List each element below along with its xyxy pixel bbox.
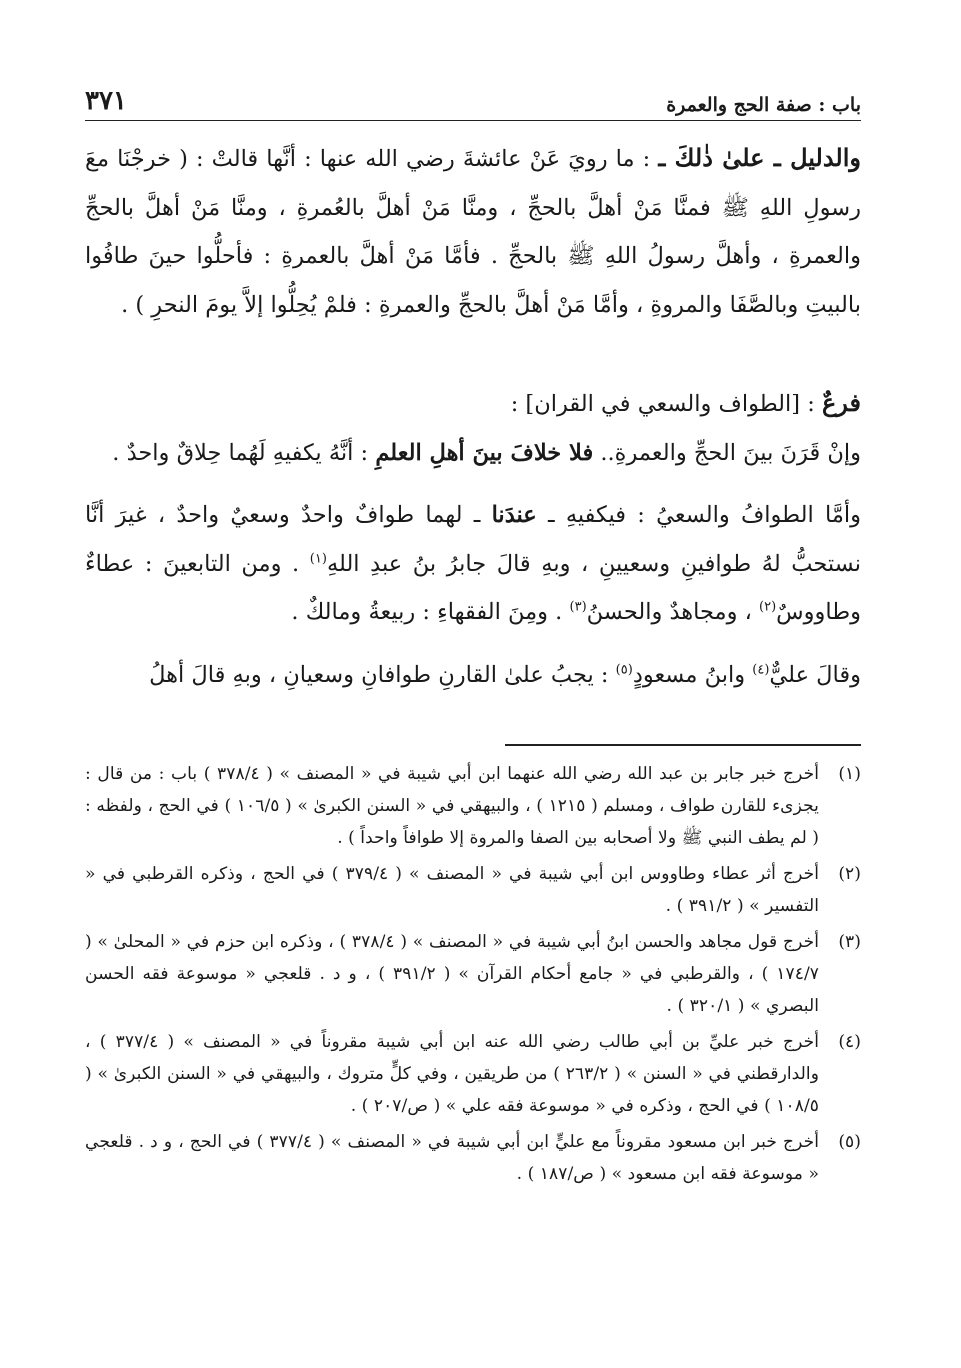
footnote-ref-2[interactable]: (٢) [759, 599, 777, 615]
page-header [85, 80, 861, 116]
footnote-number: (٥) [838, 1132, 861, 1152]
qiran-bold: فلا خلافَ بينَ أهلِ العلمِ [375, 439, 594, 466]
section-heading [85, 379, 861, 429]
header-rule [85, 120, 861, 121]
footnotes [85, 758, 861, 1194]
section-label: فرعٌ [821, 388, 861, 417]
footnote-4 [85, 1026, 861, 1122]
footnote-text: أخرج خبر عليِّ بن أبي طالب رضي الله عنه ابن أبي شيبة مقروناً في « المصنف » ( ٣٧٧/٤ ) ، والدارقطني في « السنن » ( ٢٦٣/٢ ) من طريقين ، وفي كلٍّ متروك ، والبيهقي في « السنن الكبرىٰ » ( ١٠٨/٥ ) في الحج ، وذكره في « موسوعة فقه علي » ( ص/٢٠٧ ) . [85, 1032, 819, 1116]
qiran-text-a: وإنْ قَرَنَ بينَ الحجِّ والعمرةِ.. [600, 439, 861, 466]
ali-text-b: وابنُ مسعودٍ [632, 661, 746, 688]
footnote-ref-3[interactable]: (٣) [569, 599, 587, 615]
paragraph-qiran [85, 429, 861, 478]
footnote-text: أخرج قول مجاهد والحسن ابنُ أبي شيبة في « المصنف » ( ٣٧٨/٤ ) ، وذكره ابن حزم في « المحلىٰ » ( ١٧٤/٧ ) ، والقرطبي في « جامع أحكام القرآن » ( ٣٩١/٢ ) ، و د . قلعجي « موسوعة فقه الحسن البصري » ( ٣٢٠/١ ) . [85, 932, 819, 1016]
ali-text-c: : يجبُ علىٰ القارنِ طوافانِ وسعيانِ ، وبهِ قالَ أهلُ [149, 661, 609, 688]
page-number: ٣٧١ [85, 86, 127, 116]
footnote-3 [85, 926, 861, 1022]
main-text [85, 134, 861, 699]
evidence-text: : ما رويَ عَنْ عائشةَ رضي الله عنها : أنَّها قالتْ : ( خرجْنَا معَ رسولِ اللهِ ﷺ فمنَّا مَنْ أهلَّ بالحجِّ ، ومنَّا مَنْ أهلَّ بالعُمرةِ ، ومنَّا مَنْ أهلَّ بالحجِّ والعمرةِ ، وأهلَّ رسولُ اللهِ ﷺ بالحجِّ . فأمَّا مَنْ أهلَّ بالعمرةِ : فأحلُّوا حينَ طافُوا بالبيتِ وبالصَّفَا والمروةِ ، وأمَّا مَنْ أهلَّ بالحجِّ والعمرةِ : فلمْ يُحِلُّوا إلاَّ يومَ النحرِ ) . [85, 146, 861, 318]
footnote-text: أخرج أثر عطاء وطاووس ابن أبي شيبة في « المصنف » ( ٣٧٩/٤ ) في الحج ، وذكره القرطبي في « التفسير » ( ٣٩١/٢ ) . [85, 864, 819, 916]
tawaf-text-d: ، ومجاهدٌ والحسنُ [586, 599, 752, 625]
paragraph-evidence [85, 134, 861, 329]
footnote-text: أخرج خبر جابر بن عبد الله رضي الله عنهما ابن أبي شيبة في « المصنف » ( ٣٧٨/٤ ) باب : من قال : يجزىء للقارن طواف ، ومسلم ( ١٢١٥ ) ، والبيهقي في « السنن الكبرىٰ » ( ١٠٦/٥ ) في الحج ، ولفظه : ( لم يطف النبي ﷺ ولا أصحابه بين الصفا والمروة إلا طوافاً واحداً ) . [85, 764, 820, 848]
footnote-number: (٣) [838, 932, 861, 952]
footnote-number: (٢) [838, 864, 861, 884]
footnote-number: (١) [838, 764, 861, 784]
paragraph-tawaf [85, 491, 861, 637]
tawaf-text-a: وأمَّا الطوافُ والسعيُ : فيكفيهِ ـ [547, 502, 862, 528]
evidence-lead: والدليل ـ علىٰ ذٰلكَ ـ [658, 143, 861, 172]
tawaf-text-c: . ومن التابعينَ : عطاءٌ وطاووسٌ [85, 550, 861, 625]
section-title: : [الطواف والسعي في القران] : [510, 391, 815, 417]
footnote-5 [85, 1126, 861, 1190]
footnote-ref-1[interactable]: (١) [309, 551, 327, 566]
footnote-1 [85, 758, 861, 854]
tawaf-text-b: ـ لهما طوافٌ واحدٌ وسعيٌ واحدٌ ، غيرَ أنَّا نستحبُّ لهُ طوافينِ وسعيينِ ، وبهِ قالَ جابرُ بنُ عبدِ اللهِ [85, 502, 861, 577]
tawaf-text-e: . ومِنَ الفقهاءِ : ربيعةُ ومالكٌ . [291, 599, 563, 625]
footnote-text: أخرج خبر ابن مسعود مقروناً مع عليٍّ ابن أبي شيبة في « المصنف » ( ٣٧٧/٤ ) في الحج ، و د . قلعجي « موسوعة فقه ابن مسعود » ( ص/١٨٧ ) . [85, 1132, 819, 1184]
tawaf-bold: عندَنا [491, 502, 537, 528]
qiran-text-b: : أنَّهُ يكفيهِ لَهُما حِلاقٌ واحدٌ . [112, 439, 369, 466]
chapter-title: باب : صفة الحج والعمرة [666, 94, 861, 116]
ali-text-a: وقالَ عليٌّ [769, 661, 861, 688]
footnote-rule [505, 744, 861, 746]
footnote-ref-4[interactable]: (٤) [752, 662, 770, 677]
footnote-number: (٤) [838, 1032, 861, 1052]
footnote-ref-5[interactable]: (٥) [615, 662, 633, 677]
paragraph-ali [85, 651, 861, 700]
footnote-2 [85, 858, 861, 922]
